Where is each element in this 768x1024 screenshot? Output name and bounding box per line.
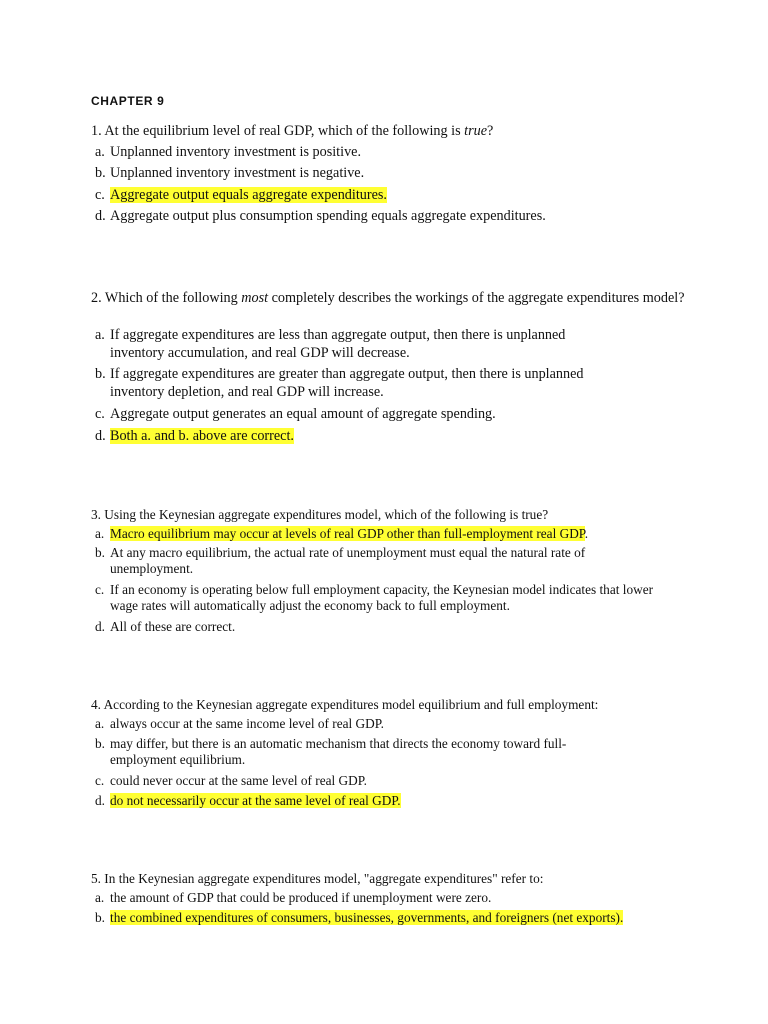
question-2-text: 2. Which of the following most completely describes the workings of the aggregate expenditures model? (91, 290, 685, 306)
question-1-option-b: b. Unplanned inventory investment is negative. (95, 165, 365, 181)
question-4-option-b: b. may differ, but there is an automatic mechanism that directs the economy toward full-employment equilibrium. (95, 736, 567, 767)
question-4-option-d: d. do not necessarily occur at the same level of real GDP. (95, 793, 401, 808)
answer-highlight: the combined expenditures of consumers, businesses, governments, and foreigners (net exports). (110, 910, 624, 925)
question-3-option-c: c. If an economy is operating below full employment capacity, the Keynesian model indicates that lower wage rates will automatically adjust the economy back to full employment. (95, 582, 654, 613)
question-1-option-c: c. Aggregate output equals aggregate expenditures. (95, 187, 387, 203)
question-4-option-c: c. could never occur at the same level of real GDP. (95, 773, 367, 788)
question-3-option-b: b. At any macro equilibrium, the actual rate of unemployment must equal the natural rate of unemployment. (95, 545, 586, 576)
question-5-option-b: b. the combined expenditures of consumers, businesses, governments, and foreigners (net exports). (95, 910, 624, 925)
question-5-option-a: a. the amount of GDP that could be produced if unemployment were zero. (95, 890, 492, 905)
answer-highlight: do not necessarily occur at the same level of real GDP. (110, 793, 401, 808)
question-1-option-a: a. Unplanned inventory investment is positive. (95, 144, 362, 160)
question-3-option-d: d. All of these are correct. (95, 619, 236, 634)
question-2-option-a: a. If aggregate expenditures are less than aggregate output, then there is unplanned inventory accumulation, and real GDP will decrease. (95, 327, 566, 361)
question-1-option-d: d. Aggregate output plus consumption spending equals aggregate expenditures. (95, 208, 546, 224)
answer-highlight: Macro equilibrium may occur at levels of real GDP other than full-employment real GDP (110, 526, 585, 541)
answer-highlight: Aggregate output equals aggregate expenditures. (110, 187, 387, 203)
question-3-option-a: a. Macro equilibrium may occur at levels of real GDP other than full-employment real GDP. (95, 526, 589, 541)
question-2-option-b: b. If aggregate expenditures are greater than aggregate output, then there is unplanned inventory depletion, and real GDP will increase. (95, 366, 584, 400)
question-4-option-a: a. always occur at the same income level of real GDP. (95, 716, 384, 731)
question-3-text: 3. Using the Keynesian aggregate expenditures model, which of the following is true? (91, 507, 549, 522)
question-2-option-d: d. Both a. and b. above are correct. (95, 428, 294, 444)
question-4-text: 4. According to the Keynesian aggregate expenditures model equilibrium and full employment: (91, 697, 599, 712)
answer-highlight: Both a. and b. above are correct. (110, 428, 294, 444)
question-1-text: 1. At the equilibrium level of real GDP, which of the following is true? (91, 123, 494, 139)
chapter-heading: CHAPTER 9 (91, 94, 165, 108)
question-5-text: 5. In the Keynesian aggregate expenditures model, "aggregate expenditures" refer to: (91, 871, 544, 886)
question-2-option-c: c. Aggregate output generates an equal amount of aggregate spending. (95, 406, 496, 422)
